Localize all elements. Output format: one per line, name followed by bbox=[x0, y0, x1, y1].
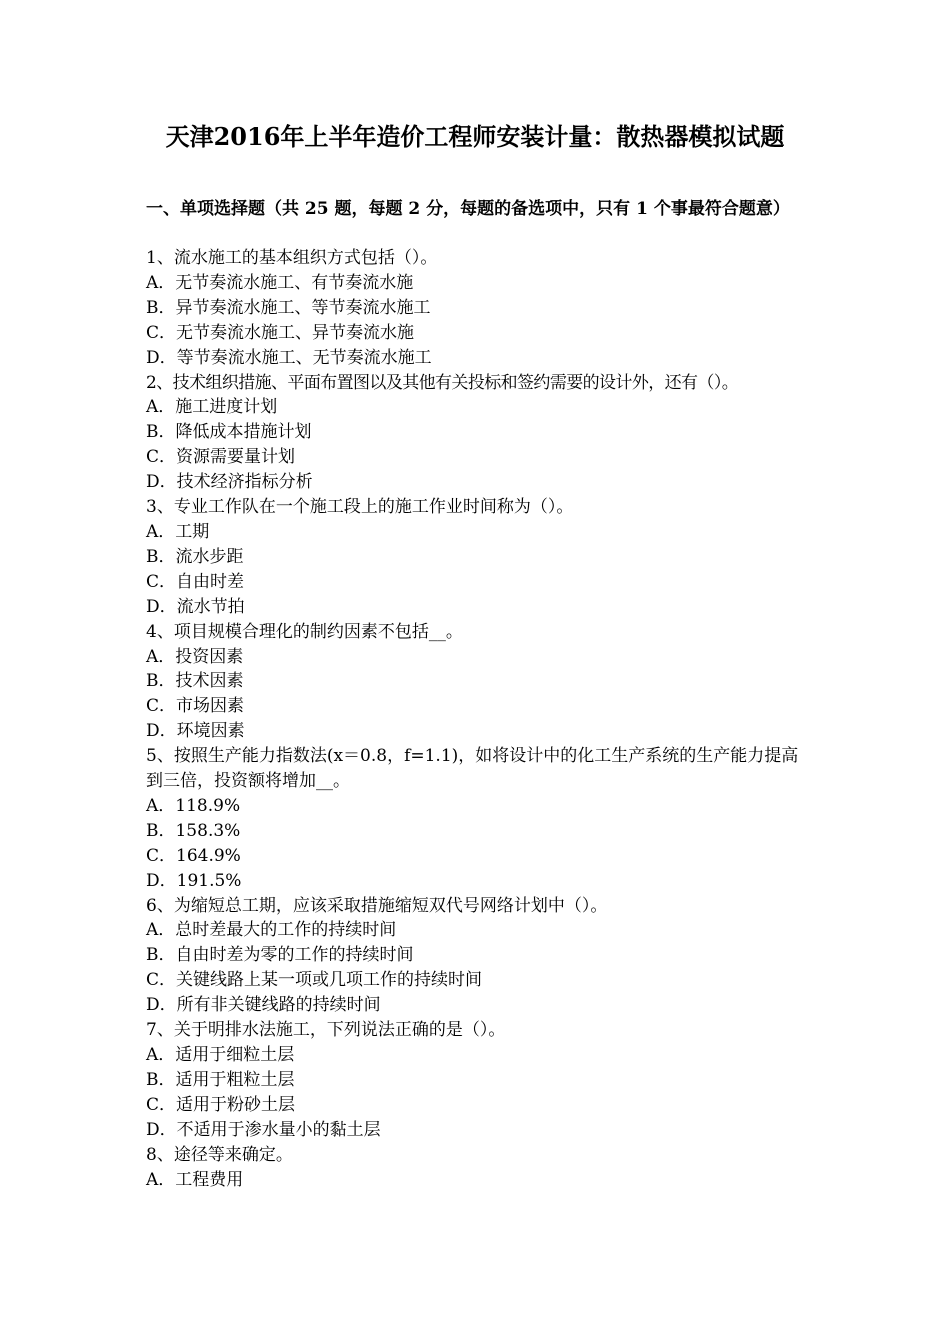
question-list bbox=[146, 246, 814, 1192]
option-a: A．工期 bbox=[146, 521, 210, 542]
option-a: A．投资因素 bbox=[146, 646, 244, 667]
option-a: A．118.9% bbox=[146, 795, 241, 816]
question-5 bbox=[146, 744, 814, 893]
question-stem: 4、项目规模合理化的制约因素不包括__。 bbox=[146, 621, 463, 642]
option-a: A．施工进度计划 bbox=[146, 397, 278, 418]
question-stem: 3、专业工作队在一个施工段上的施工作业时间称为（）。 bbox=[146, 497, 574, 518]
option-b: B．异节奏流水施工、等节奏流水施工 bbox=[146, 297, 431, 318]
question-stem: 2、技术组织措施、平面布置图以及其他有关投标和签约需要的设计外，还有（）。 bbox=[146, 372, 739, 393]
option-b: B．技术因素 bbox=[146, 671, 244, 692]
option-c: C．适用于粉砂土层 bbox=[146, 1094, 296, 1115]
question-7 bbox=[146, 1018, 814, 1143]
question-stem: 1、流水施工的基本组织方式包括（）。 bbox=[146, 248, 438, 268]
option-c: C．无节奏流水施工、异节奏流水施 bbox=[146, 322, 415, 343]
option-d: D．技术经济指标分析 bbox=[146, 472, 313, 493]
question-8 bbox=[146, 1143, 814, 1193]
question-stem: 8、途径等来确定。 bbox=[146, 1144, 293, 1165]
question-stem: 7、关于明排水法施工，下列说法正确的是（）。 bbox=[146, 1020, 506, 1041]
option-c: C．资源需要量计划 bbox=[146, 447, 296, 468]
question-6 bbox=[146, 894, 814, 1019]
option-c: C．164.9% bbox=[146, 845, 241, 866]
question-1 bbox=[146, 246, 814, 371]
option-d: D．等节奏流水施工、无节奏流水施工 bbox=[146, 347, 432, 368]
option-d: D．环境因素 bbox=[146, 721, 245, 742]
question-4 bbox=[146, 620, 814, 745]
option-c: C．关键线路上某一项或几项工作的持续时间 bbox=[146, 970, 483, 991]
option-b: B．流水步距 bbox=[146, 546, 244, 567]
option-d: D．流水节拍 bbox=[146, 596, 245, 617]
option-d: D．所有非关键线路的持续时间 bbox=[146, 995, 381, 1016]
question-stem: 5、按照生产能力指数法(x＝0.8，f=1.1)，如将设计中的化工生产系统的生产能力提高到三倍，投资额将增加__。 bbox=[146, 746, 799, 792]
option-a: A．工程费用 bbox=[146, 1169, 244, 1190]
option-c: C．市场因素 bbox=[146, 696, 245, 717]
option-b: B．158.3% bbox=[146, 820, 241, 841]
option-b: B．自由时差为零的工作的持续时间 bbox=[146, 945, 414, 966]
document-title: 天津2016年上半年造价工程师安装计量：散热器模拟试题 bbox=[165, 122, 785, 151]
option-b: B．适用于粗粒土层 bbox=[146, 1069, 295, 1090]
option-a: A．无节奏流水施工、有节奏流水施 bbox=[146, 272, 414, 293]
option-c: C．自由时差 bbox=[146, 571, 245, 592]
option-b: B．降低成本措施计划 bbox=[146, 422, 312, 443]
question-2 bbox=[146, 371, 814, 496]
option-a: A．总时差最大的工作的持续时间 bbox=[146, 920, 397, 941]
option-d: D．不适用于渗水量小的黏土层 bbox=[146, 1119, 381, 1140]
option-d: D．191.5% bbox=[146, 870, 242, 891]
question-3 bbox=[146, 495, 814, 620]
section-heading: 一、单项选择题（共 25 题，每题 2 分，每题的备选项中，只有 1 个事最符合题意） bbox=[146, 199, 790, 219]
question-stem: 6、为缩短总工期，应该采取措施缩短双代号网络计划中（）。 bbox=[146, 895, 608, 916]
option-a: A．适用于细粒土层 bbox=[146, 1045, 295, 1065]
